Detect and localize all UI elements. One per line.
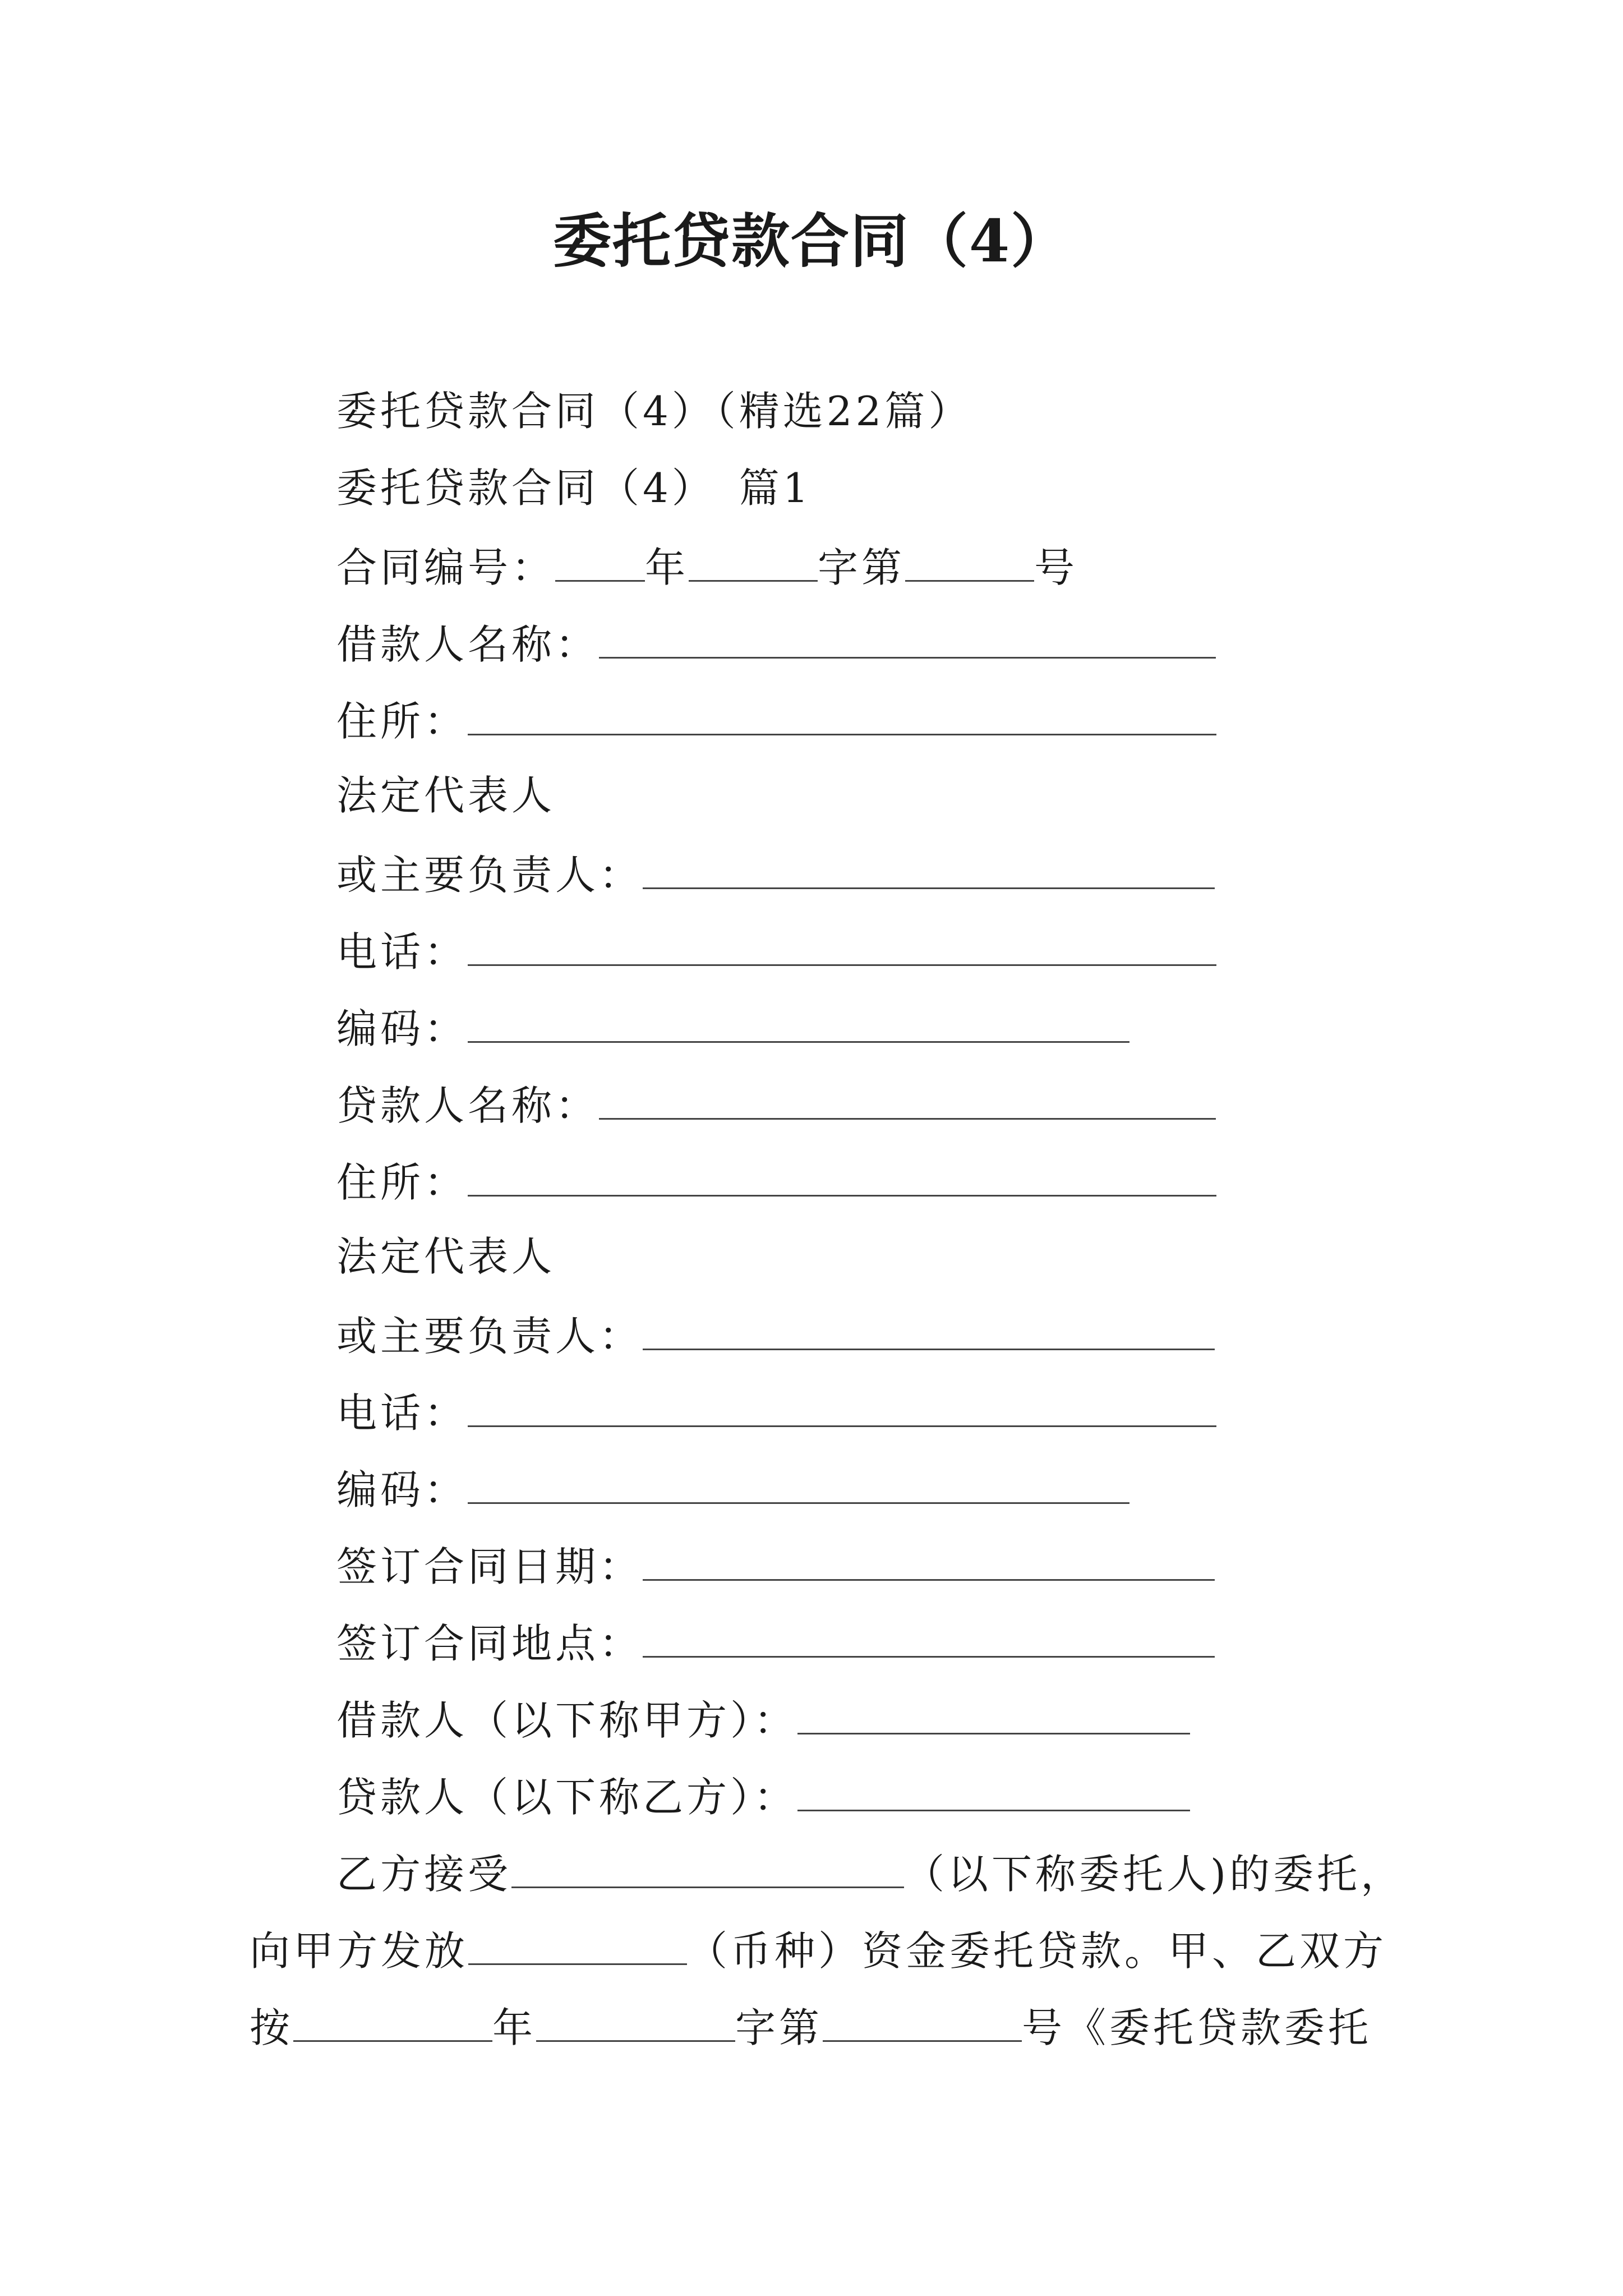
paragraph-line-2 <box>250 1923 1387 1976</box>
party-b-line <box>336 1769 1190 1823</box>
borrower-phone-blank <box>468 924 1216 966</box>
borrower-address-line <box>336 693 1216 747</box>
borrower-postcode-label: 编码： <box>336 1005 468 1052</box>
borrower-address-blank <box>468 693 1216 735</box>
contract-number-blank <box>905 540 1034 582</box>
borrower-principal-line <box>336 847 1215 900</box>
borrower-legal-rep-label: 法定代表人 <box>336 772 556 819</box>
borrower-name-line <box>336 616 1216 670</box>
lender-principal-label: 或主要负责人： <box>336 1313 643 1360</box>
paragraph-line-3 <box>250 2000 1372 2053</box>
sign-date-label: 签订合同日期： <box>336 1543 643 1590</box>
borrower-postcode-line <box>336 1001 1129 1054</box>
party-a-label: 借款人（以下称甲方）： <box>336 1697 798 1744</box>
paragraph-2-end: （币种）资金委托贷款。甲、乙双方 <box>687 1927 1387 1975</box>
contract-number-line <box>336 540 1078 593</box>
borrower-legal-rep-line <box>336 770 555 821</box>
lender-principal-blank <box>643 1308 1215 1350</box>
lender-name-line <box>336 1078 1216 1131</box>
sign-date-blank <box>643 1539 1215 1581</box>
sign-place-label: 签订合同地点： <box>336 1620 643 1667</box>
borrower-postcode-blank <box>468 1001 1129 1043</box>
party-b-blank <box>797 1769 1190 1811</box>
entrusting-party-blank <box>511 1846 904 1888</box>
lender-postcode-line <box>336 1462 1129 1515</box>
paragraph-3-end: 号《委托贷款委托 <box>1022 2004 1372 2051</box>
borrower-phone-line <box>336 924 1216 977</box>
document-title: 委托贷款合同（4） <box>552 206 1071 275</box>
party-a-blank <box>797 1692 1190 1734</box>
lender-address-blank <box>468 1154 1216 1197</box>
section-heading-text: 委托贷款合同（4） 篇1 <box>336 464 812 512</box>
lender-principal-line <box>336 1308 1215 1361</box>
lender-phone-label: 电话： <box>336 1389 468 1437</box>
lender-phone-line <box>336 1385 1216 1438</box>
party-b-label: 贷款人（以下称乙方）： <box>336 1774 798 1821</box>
section-heading <box>336 463 812 513</box>
paragraph-1-start: 乙方接受 <box>336 1851 512 1898</box>
sign-place-line <box>336 1616 1215 1669</box>
entrust-year-blank <box>293 2000 492 2042</box>
lender-legal-rep-label: 法定代表人 <box>336 1233 556 1280</box>
contract-year-blank <box>555 540 645 582</box>
sign-date-line <box>336 1539 1215 1592</box>
entrust-word-blank <box>536 2000 735 2042</box>
contract-word-blank <box>689 540 818 582</box>
party-a-line <box>336 1692 1190 1746</box>
borrower-address-label: 住所： <box>336 698 468 745</box>
lender-phone-blank <box>468 1385 1216 1427</box>
lender-legal-rep-line <box>336 1231 555 1282</box>
paragraph-3-word: 字第 <box>735 2004 823 2051</box>
contract-number-suffix: 号 <box>1034 544 1078 591</box>
entrust-number-blank <box>823 2000 1022 2042</box>
contract-year-label: 年 <box>645 544 689 591</box>
lender-name-label: 贷款人名称： <box>336 1082 600 1129</box>
borrower-name-label: 借款人名称： <box>336 621 600 668</box>
borrower-name-blank <box>599 616 1216 659</box>
subtitle-text: 委托贷款合同（4）（精选22篇） <box>336 388 972 435</box>
subtitle-line <box>336 386 972 436</box>
currency-amount-blank <box>468 1923 687 1965</box>
borrower-principal-label: 或主要负责人： <box>336 852 643 899</box>
contract-word-label: 字第 <box>818 544 906 591</box>
paragraph-line-1 <box>336 1846 1404 1899</box>
lender-address-label: 住所： <box>336 1159 468 1206</box>
paragraph-3-year: 年 <box>492 2004 537 2051</box>
lender-postcode-label: 编码： <box>336 1466 468 1513</box>
borrower-phone-label: 电话： <box>336 928 468 976</box>
lender-address-line <box>336 1154 1216 1208</box>
paragraph-1-end: （以下称委托人)的委托， <box>904 1851 1405 1898</box>
paragraph-2-start: 向甲方发放 <box>250 1927 469 1975</box>
paragraph-3-start: 按 <box>250 2004 294 2051</box>
lender-postcode-blank <box>468 1462 1129 1504</box>
lender-name-blank <box>599 1078 1216 1120</box>
contract-number-label: 合同编号： <box>336 544 556 591</box>
sign-place-blank <box>643 1616 1215 1658</box>
borrower-principal-blank <box>643 847 1215 889</box>
